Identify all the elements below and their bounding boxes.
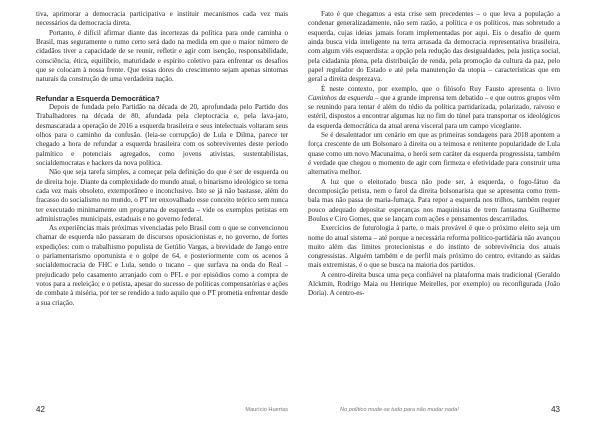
page-number: 42 xyxy=(36,405,45,414)
section-heading: Refundar a Esquerda Democrática? xyxy=(36,93,160,103)
paragraph: Portanto, é difícil afirmar diante das incertezas da política para onde caminha o Brasil, mas seguramente o rumo certo será dado na medida em que o maior número de cidadãos tiver a capacidade de se reunir, refletir e agir com isenção, responsabilidade, consciência, ética, equilíbrio, maturidade e espírito coletivo para enfrentar os desafios que se colocam à nossa frente. Que essas dores do crescimento sejam apenas sintomas naturais da construção de uma verdadeira nação. xyxy=(36,28,288,84)
running-head: No político mude-se tudo para não mudar nada! xyxy=(340,407,459,413)
paragraph: A luz que o eleitorado busca não pode ser, à esquerda, o fogo-fátuo da decomposição petista, nem o farol da direita bolsonarista que se apresenta como trem-bala mas não passa de maria-fumaça. Para repor a esquerda nos trilhos, também requer pouco adequado depositar esperanças nos maquinistas de trem fantasma Guilherme Boulos e Ciro Gomes, que se lançam com ações e pensamentos descarrilados. xyxy=(308,177,560,223)
paragraph: Não que seja tarefa simples, a começar pela definição do que é ser de esquerda ou de direita hoje. Diante da complexidade do mundo atual, o binarismo ideológico se torna cada vez mais obsoleto, extemporâneo e inconclusivo. Isto se já não bastasse, além do fracasso do socialismo no mundo, o PT ter enxovalhado esse conceito teórico sem nunca ter executado minimamente um programa de esquerda – vide os exemplos petistas em administrações municipais, estaduais e no governo federal. xyxy=(36,168,288,223)
page-number: 43 xyxy=(551,405,560,414)
left-page-text xyxy=(36,10,288,308)
right-page-text xyxy=(308,10,560,299)
paragraph-lead: É neste contexto, por exemplo, que o filósofo Ruy Fausto apresenta o livro xyxy=(321,84,560,93)
paragraph: Se é desalentador um cenário em que as primeiras sondagens para 2018 apontem a força crescente de um Bolsonaro à direita ou a teimosa e renitente popularidade de Lula quase como um novo Macunaíma, o herói sem caráter da esquerda progressista, também é verdade que chegou o momento de agir com firmeza e efetividade para construir uma alternativa melhor. xyxy=(308,131,560,177)
right-page xyxy=(300,0,600,439)
paragraph: A centro-direita busca uma peça confiável na plataforma mais tradicional (Geraldo Alckmin, Rodrigo Maia ou Henrique Meirelles, por exemplo) ou reconfigurada (João Doria). A centro-es- xyxy=(308,270,560,298)
running-head: Maurício Huertas xyxy=(245,407,288,413)
paragraph-rest: – que a grande imprensa tem debatido – e que outros grupos vêm se reunindo para tentar é além do tédio da política partidarizada, polarizado, raivoso e estéril, dispostos a encontrar algumas luz no fim do túnel para transportar os ideológicos da esquerda democrática da atual arena visceral para um campo viceglante. xyxy=(308,93,560,130)
paragraph: tiva, aprimorar a democracia participativa e instituir mecanismos cada vez mais necessários da democracia direta. xyxy=(36,10,288,28)
paragraph: As experiências mais próximas vivenciadas pelo Brasil com o que se convencionou chamar de esquerda não passaram de discursos oposicionistas e, no governo, de fortes expedições: com o trabalhismo populista de Getúlio Vargas, a brevidade de Jango entre o parlamentarismo oportunista e o golpe de 64, e posteriormente com os acenos à socialdemocracia de FHC e Lula, sendo o tucano – que surfava na onda do Real – prejudicado pelo casamento arranjado com o PFL e por episódios como a compra de votos para a reeleição; e o petista, apesar do sucesso de políticas compensatórias e ações de combate à miséria, por ter se rendido a tudo aquilo que o PT prometia enfrentar desde a sua criação. xyxy=(36,224,288,307)
paragraph: Fato é que chegamos a esta crise sem precedentes – o que leva a população a condenar generalizadamente, não sem razão, a política e os políticos, mas sobretudo a esquerda, cujas ideias jamais foram implementadas por aqui. Eis o desafio de quem ainda busca vida inteligente na terra arrasada da democracia representativa brasileira, com algum viés esquerdista: a opção pela redução das desigualdades, pela justiça social, pela cidadania plena, pela distribuição de renda, pela promoção da cultura da paz, pelo papel regulador do Estado e até pela manutenção da utopia – características que em geral a direita desprezava. xyxy=(308,10,560,84)
paragraph-spacer xyxy=(36,85,288,94)
paragraph xyxy=(308,85,560,132)
paragraph: Depois de fundada pelo Partidão na década de 20, aprofundada pelo Partido dos Trabalhadores na década de 80, afundada pela cleptocracia e, pela lava-jato, desmascarada a operação de 2016 a esquerda brasileira e seus intelectuais voltaram seus olhos para o caminho da confusão. (leia-se corrupção) de Lula e Dilma, parece ter chegado a hora de refundar a esquerda brasileira com os sobreviventes deste período palmítico e potenciais agregados, como jovens ativistas, sustentabilistas, socialdemocratas e hackers da nova política. xyxy=(36,103,288,167)
paragraph: Exercícios de futurologia à parte, o mais provável é que o próximo eleito seja um nome do atual sistema – até porque a necessária reforma político-partidária não avançou muito além das limites protecionistas e do instinto de sobrevivência dos atuais congressistas. Alguém também e de perfil mais próximo do centro, evitando as saídas mais extremistas, é o que se busca na maioria dos partidos. xyxy=(308,224,560,270)
book-title: Caminhos da esquerda xyxy=(308,93,374,102)
